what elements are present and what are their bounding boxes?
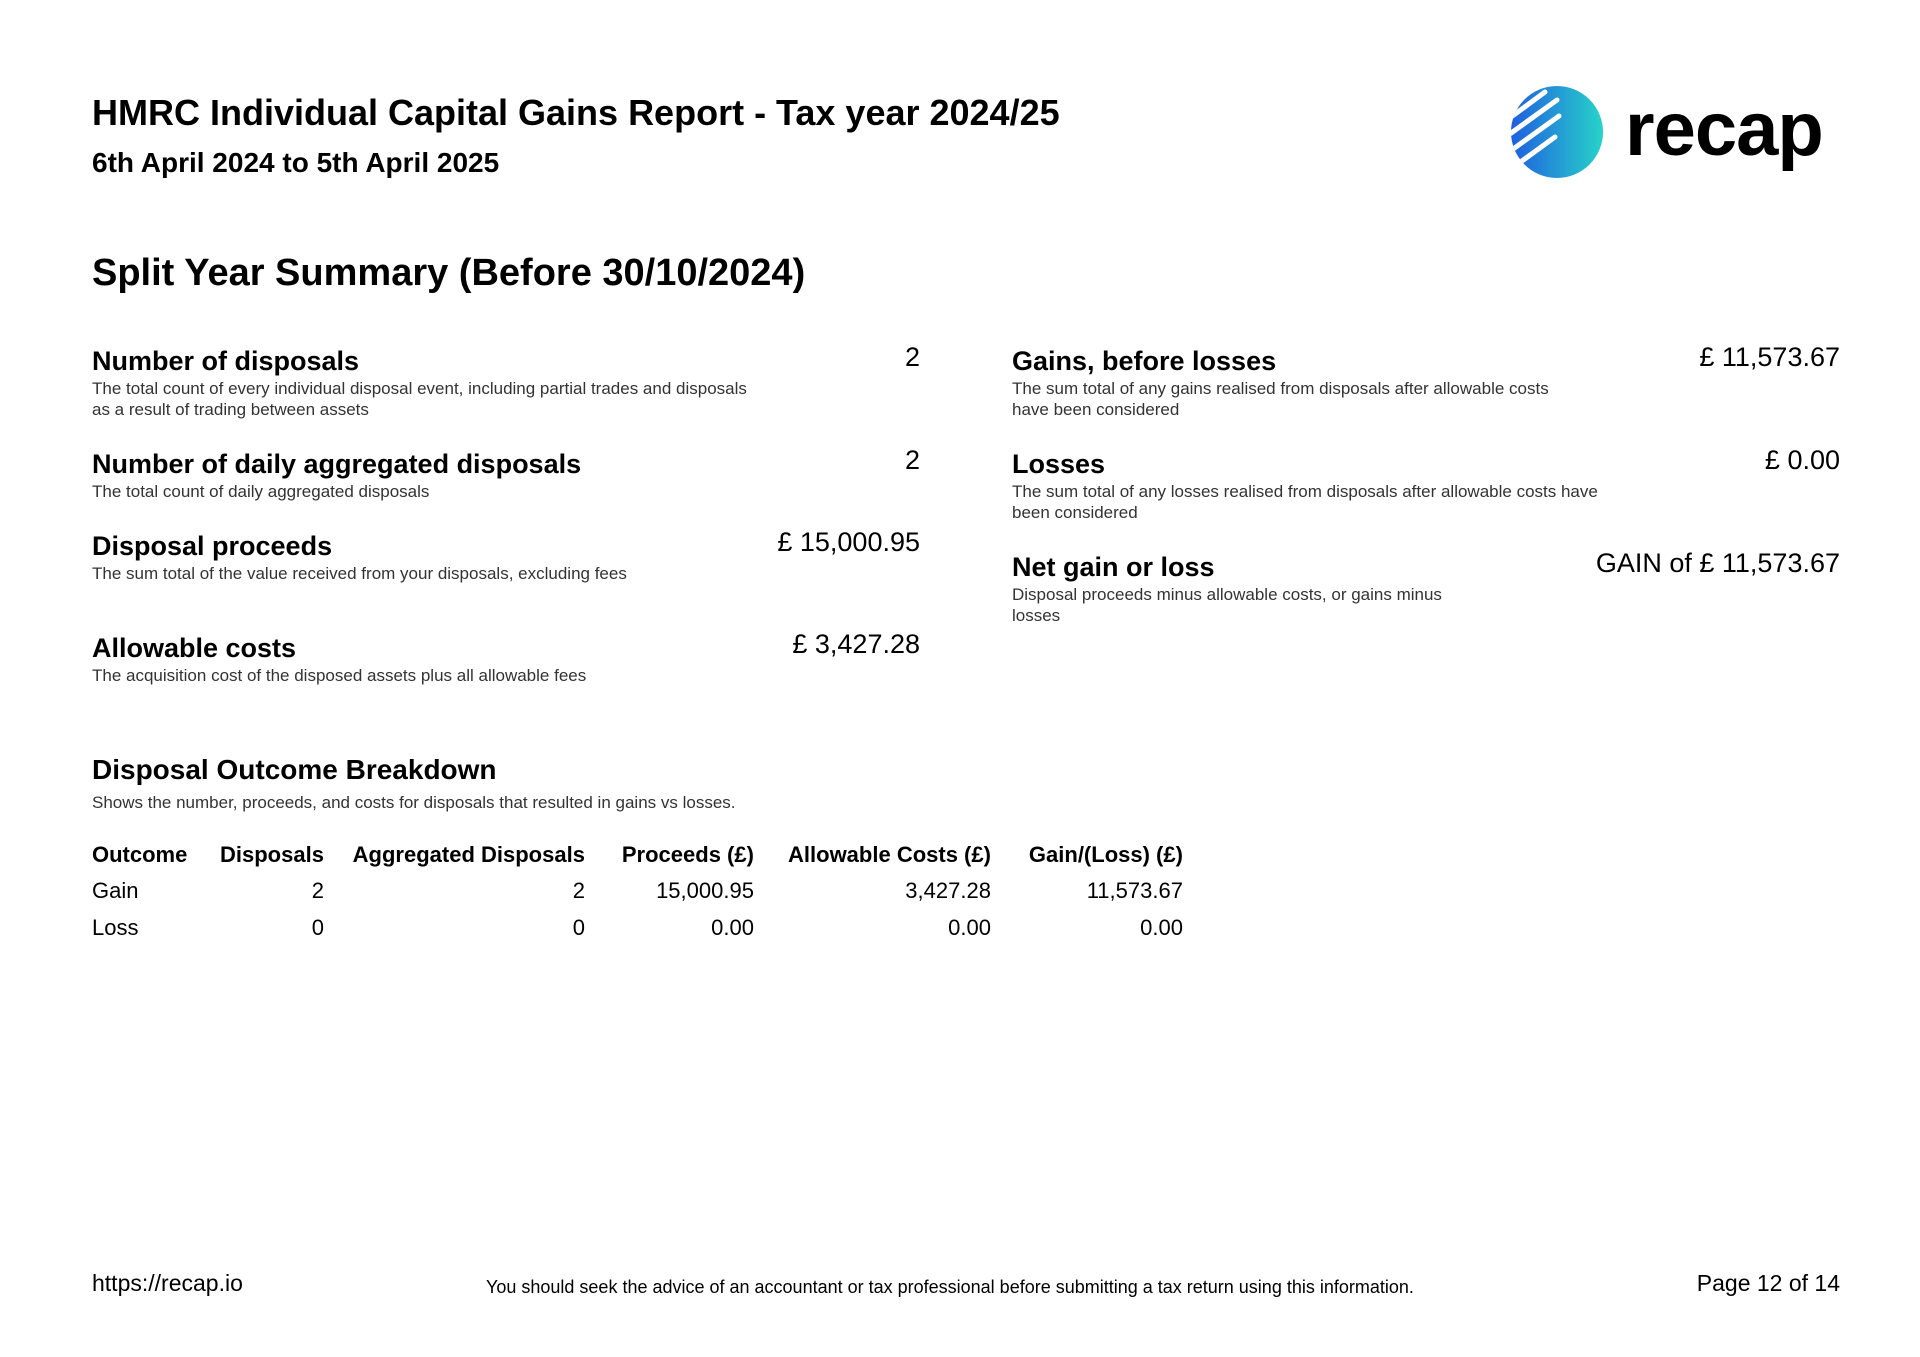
item-label: Losses: [1012, 449, 1106, 479]
table-header-row: [92, 838, 1183, 872]
item-label: Number of daily aggregated disposals: [92, 449, 582, 479]
recap-logo: [1511, 86, 1841, 182]
cell-aggregated-disposals: 0: [572, 914, 585, 940]
item-label: Gains, before losses: [1012, 346, 1277, 376]
item-description: The sum total of any gains realised from disposals after allowable costs have been considered: [1012, 379, 1549, 419]
cell-aggregated-disposals: 2: [572, 877, 585, 903]
summary-item-net-gain-or-loss: [1012, 551, 1442, 626]
item-label: Allowable costs: [92, 633, 297, 663]
item-label: Net gain or loss: [1012, 552, 1215, 582]
item-description: The sum total of any losses realised from disposals after allowable costs have been considered: [1012, 482, 1598, 522]
footer-disclaimer: You should seek the advice of an accountant or tax professional before submitting a tax return using this information.: [486, 1277, 1414, 1297]
summary-item-allowable-costs: [92, 632, 752, 686]
column-header-allowable-costs: Allowable Costs (£): [788, 842, 991, 867]
cell-outcome: Gain: [92, 877, 139, 903]
cell-outcome: Loss: [92, 914, 139, 940]
column-header-outcome: Outcome: [92, 842, 188, 867]
report-title: HMRC Individual Capital Gains Report - Tax year 2024/25: [92, 92, 1060, 133]
summary-item-gains-before-losses: [1012, 345, 1572, 420]
cell-gain-loss: 0.00: [1140, 914, 1183, 940]
value-disposal-proceeds: £ 15,000.95: [777, 527, 920, 557]
summary-item-daily-aggregated-disposals: [92, 448, 752, 502]
value-net-gain-or-loss: GAIN of £ 11,573.67: [1595, 548, 1840, 578]
column-header-proceeds: Proceeds (£): [621, 842, 754, 867]
breakdown-description: Shows the number, proceeds, and costs for disposals that resulted in gains vs losses.: [92, 793, 736, 812]
summary-item-losses: [1012, 448, 1622, 523]
cell-allowable-costs: 0.00: [948, 914, 991, 940]
recap-logo-text: recap: [1625, 87, 1823, 172]
cell-proceeds: 0.00: [711, 914, 754, 940]
item-label: Disposal proceeds: [92, 531, 333, 561]
breakdown-table: [92, 838, 1183, 946]
cell-gain-loss: 11,573.67: [1086, 877, 1183, 903]
value-losses: £ 0.00: [1764, 445, 1840, 475]
split-year-summary-title: Split Year Summary (Before 30/10/2024): [92, 252, 806, 294]
cell-allowable-costs: 3,427.28: [905, 877, 991, 903]
column-header-aggregated-disposals: Aggregated Disposals: [352, 842, 585, 867]
item-description: The total count of every individual disposal event, including partial trades and disposals as a result of trading between assets: [92, 379, 747, 419]
item-description: The total count of daily aggregated disposals: [92, 482, 430, 501]
value-gains-before-losses: £ 11,573.67: [1699, 342, 1840, 372]
table-row: [92, 909, 1183, 946]
breakdown-title: Disposal Outcome Breakdown: [92, 754, 497, 785]
column-header-gain-loss: Gain/(Loss) (£): [1028, 842, 1183, 867]
report-date-range: 6th April 2024 to 5th April 2025: [92, 147, 500, 178]
summary-item-number-of-disposals: [92, 345, 752, 420]
recap-logo-icon: [1511, 86, 1603, 178]
item-description: Disposal proceeds minus allowable costs, or gains minus losses: [1012, 585, 1442, 625]
item-description: The sum total of the value received from your disposals, excluding fees: [92, 564, 627, 583]
footer-url-link[interactable]: https://recap.io: [92, 1270, 243, 1296]
column-header-disposals: Disposals: [220, 842, 324, 867]
cell-disposals: 0: [311, 914, 324, 940]
cell-proceeds: 15,000.95: [656, 877, 754, 903]
value-daily-aggregated-disposals: 2: [904, 445, 920, 475]
table-row: [92, 872, 1183, 909]
cell-disposals: 2: [311, 877, 324, 903]
value-allowable-costs: £ 3,427.28: [792, 629, 920, 659]
summary-item-disposal-proceeds: [92, 530, 662, 584]
page-number: Page 12 of 14: [1696, 1270, 1840, 1296]
item-label: Number of disposals: [92, 346, 360, 376]
value-number-of-disposals: 2: [904, 342, 920, 372]
item-description: The acquisition cost of the disposed assets plus all allowable fees: [92, 666, 587, 685]
